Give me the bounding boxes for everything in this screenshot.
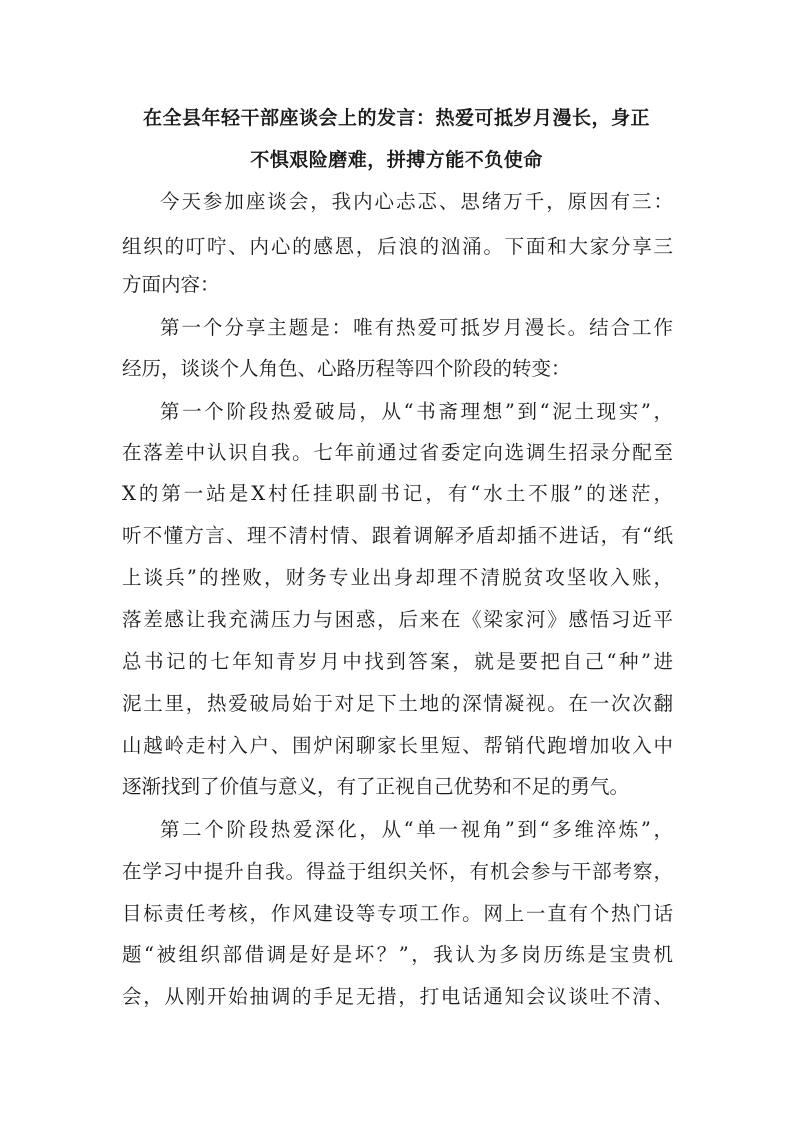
paragraph-line: 方面内容： [122,273,220,296]
paragraph-line: 山越岭走村入户、围炉闲聊家长里短、帮销代跑增加收入中 [122,734,673,757]
document-title-line-1: 在全县年轻干部座谈会上的发言：热爱可抵岁月漫长，身正 [142,107,650,129]
paragraph-line: 总书记的七年知青岁月中找到答案，就是要把自己“种”进 [122,650,673,673]
document-title-line-2: 不惧艰险磨难，拼搏方能不负使命 [250,149,543,171]
paragraph-line: 上谈兵”的挫败，财务专业出身却理不清脱贫攻坚收入账， [122,566,673,589]
paragraph-line: 泥土里，热爱破局始于对足下土地的深情凝视。在一次次翻 [122,692,673,715]
paragraph-line: 落差感让我充满压力与困惑，后来在《梁家河》感悟习近平 [122,608,673,631]
paragraph-line: 在落差中认识自我。七年前通过省委定向选调生招录分配至 [122,441,673,464]
paragraph-line: 听不懂方言、理不清村情、跟着调解矛盾却插不进话，有“纸 [122,524,673,547]
paragraph-line: 第一个分享主题是：唯有热爱可抵岁月漫长。结合工作 [160,316,673,339]
paragraph-line: 题“被组织部借调是好是坏？”，我认为多岗历练是宝贵机 [122,943,673,966]
paragraph-line: 在学习中提升自我。得益于组织关怀，有机会参与干部考察， [122,860,673,883]
paragraph-line: X的第一站是X村任挂职副书记，有“水土不服”的迷茫， [122,482,673,505]
paragraph-line: 组织的叮咛、内心的感恩，后浪的汹涌。下面和大家分享三 [122,235,673,258]
paragraph-line: 第一个阶段热爱破局，从“书斋理想”到“泥土现实”， [160,400,673,423]
paragraph-line: 经历，谈谈个人角色、心路历程等四个阶段的转变： [122,357,571,380]
paragraph-line: 第二个阶段热爱深化，从“单一视角”到“多维淬炼”， [160,818,673,841]
paragraph-line: 逐渐找到了价值与意义，有了正视自己优势和不足的勇气。 [122,775,630,798]
paragraph-line: 目标责任考核，作风建设等专项工作。网上一直有个热门话 [122,902,673,925]
paragraph-line: 今天参加座谈会，我内心忐忑、思绪万千，原因有三： [160,190,673,213]
paragraph-line: 会，从刚开始抽调的手足无措，打电话通知会议谈吐不清、 [122,985,673,1008]
